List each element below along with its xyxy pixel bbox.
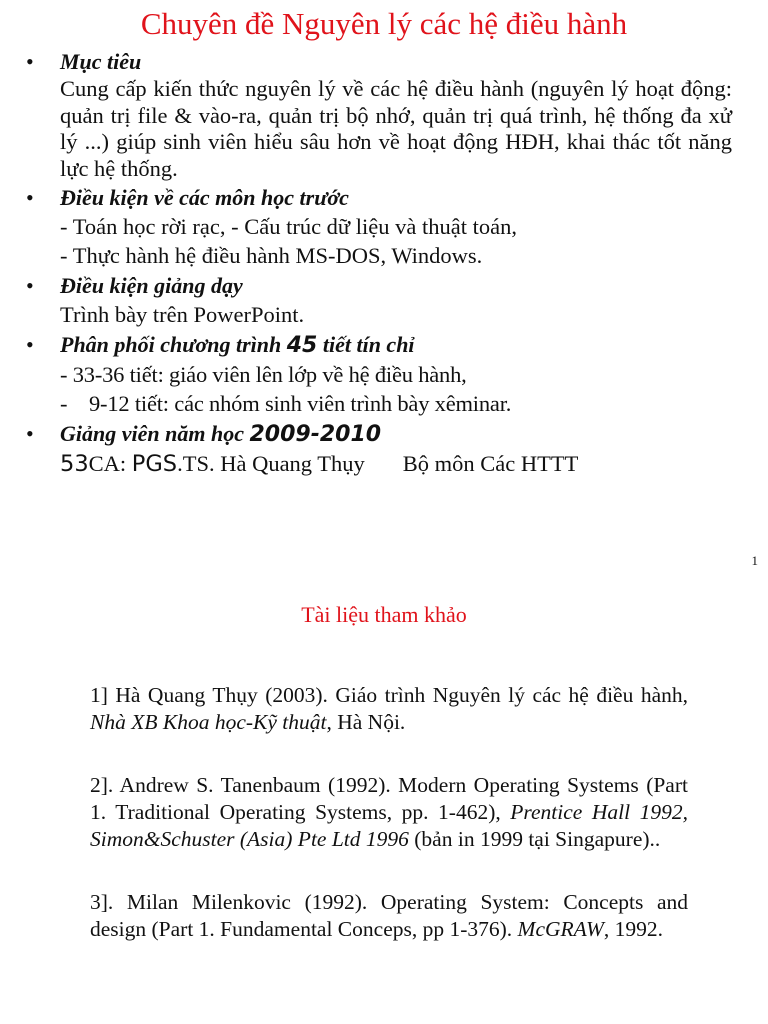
bullet-dot: • — [26, 273, 34, 298]
lecturer-code: 53 — [60, 451, 89, 477]
lecturer-heading-year: 2009-2010 — [249, 422, 382, 447]
bullet-teaching — [26, 272, 732, 329]
teaching-text: Trình bày trên PowerPoint. — [60, 302, 305, 327]
bullet-schedule — [26, 331, 732, 418]
schedule-line-2: - 9-12 tiết: các nhóm sinh viên trình bày xêminar. — [60, 391, 512, 416]
bullet-dot: • — [26, 421, 34, 446]
reference-text: 2]. Andrew S. Tanenbaum (1992). Modern Operating Systems (Part 1. Traditional Operating Systems, pp. 1-462), — [90, 773, 688, 824]
reference-tail: , Hà Nội. — [326, 710, 406, 734]
references-title: Tài liệu tham khảo — [301, 602, 467, 627]
lecturer-name: .TS. Hà Quang Thụy — [177, 451, 365, 476]
lecturer-heading-pre: Giảng viên năm học — [60, 421, 244, 446]
schedule-line-1: - 33-36 tiết: giáo viên lên lớp về hệ điều hành, — [60, 362, 467, 387]
reference-item — [90, 889, 688, 943]
bullet-heading: Điều kiện giảng dạy — [60, 273, 243, 298]
schedule-heading-number: 45 — [286, 333, 318, 358]
lecturer-department: Bộ môn Các HTTT — [402, 451, 579, 476]
schedule-heading-pre: Phân phối chương trình — [60, 332, 282, 357]
prereq-line-2: - Thực hành hệ điều hành MS-DOS, Windows. — [60, 243, 483, 268]
lecturer-title: PGS — [131, 451, 178, 477]
prereq-line-1: - Toán học rời rạc, - Cấu trúc dữ liệu và thuật toán, — [60, 214, 517, 239]
reference-item — [90, 772, 688, 853]
bullet-heading — [60, 420, 732, 449]
reference-item — [90, 682, 688, 736]
lecturer-ca: CA: — [88, 451, 127, 476]
reference-publisher: McGRAW — [517, 917, 604, 941]
reference-text: 3]. Milan Milenkovic (1992). Operating System: Concepts and design (Part 1. Fundamental Conceps, pp 1-376). — [90, 890, 688, 941]
bullet-dot: • — [26, 332, 34, 357]
page-number: 1 — [751, 553, 758, 568]
bullet-dot: • — [26, 185, 34, 210]
bullet-goal — [26, 48, 732, 182]
bullet-heading: Mục tiêu — [60, 49, 142, 74]
slide-title: Chuyên đề Nguyên lý các hệ điều hành — [140, 6, 628, 41]
reference-tail: (bản in 1999 tại Singapure).. — [414, 827, 661, 851]
bullet-prerequisites — [26, 184, 732, 270]
schedule-heading-post: tiết tín chỉ — [322, 332, 415, 357]
bullet-list — [26, 48, 732, 479]
reference-publisher: Prentice Hall 1992, Simon&Schuster (Asia) Pte Ltd 1996 — [90, 800, 688, 851]
slide-references — [0, 588, 768, 1024]
reference-tail: , 1992. — [603, 917, 664, 941]
lecturer-line — [60, 449, 732, 479]
reference-list — [90, 682, 688, 979]
bullet-heading: Điều kiện về các môn học trước — [60, 185, 349, 210]
reference-publisher: Nhà XB Khoa học-Kỹ thuật — [90, 710, 327, 734]
bullet-lecturer — [26, 420, 732, 479]
reference-text: 1] Hà Quang Thụy (2003). Giáo trình Nguyên lý các hệ điều hành, — [90, 683, 688, 707]
bullet-dot: • — [26, 49, 34, 74]
bullet-heading — [60, 331, 732, 360]
goal-text: Cung cấp kiến thức nguyên lý về các hệ điều hành (nguyên lý hoạt động: quản trị file & vào-ra, quản trị bộ nhớ, quản trị quá trình, hệ thống đa xử lý ...) giúp sinh viên hiểu sâu hơn về hoạt động HĐH, khai thác tốt năng lực hệ thống. — [60, 76, 732, 181]
